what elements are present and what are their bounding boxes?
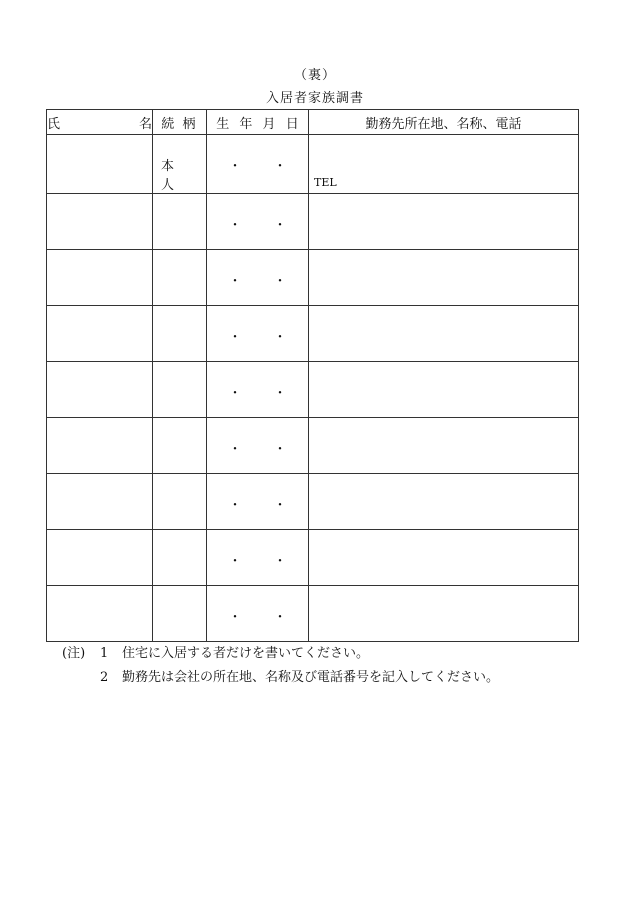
page-side-label: （裏） — [293, 68, 336, 83]
note-item — [62, 666, 499, 690]
name-cell[interactable] — [47, 530, 153, 586]
table-row — [47, 250, 579, 306]
date-separator: ・ — [228, 442, 242, 457]
birthdate-cell[interactable] — [207, 586, 309, 642]
table-row — [47, 474, 579, 530]
date-separator: ・ — [228, 218, 242, 233]
relation-cell[interactable] — [153, 250, 207, 306]
relation-cell[interactable] — [153, 362, 207, 418]
workplace-cell[interactable] — [309, 306, 579, 362]
note-item — [62, 642, 499, 666]
relation-cell[interactable] — [153, 306, 207, 362]
column-header-name — [47, 110, 153, 135]
date-separator: ・ — [273, 386, 287, 401]
notes-prefix: (注) — [62, 646, 86, 661]
name-cell[interactable] — [47, 250, 153, 306]
column-header-name-right: 名 — [138, 116, 152, 132]
workplace-cell[interactable] — [309, 586, 579, 642]
form-title: 入居者家族調書 — [265, 91, 364, 106]
column-header-name-left: 氏 — [47, 116, 61, 132]
note-number: 2 — [100, 670, 109, 685]
workplace-cell[interactable] — [309, 194, 579, 250]
relation-cell[interactable] — [153, 418, 207, 474]
name-cell[interactable] — [47, 474, 153, 530]
birthdate-cell[interactable] — [207, 530, 309, 586]
table-row — [47, 306, 579, 362]
date-separator: ・ — [273, 274, 287, 289]
family-table — [46, 109, 579, 642]
column-header-workplace: 勤務先所在地、名称、電話 — [309, 110, 579, 135]
birthdate-cell[interactable] — [207, 362, 309, 418]
date-separator: ・ — [273, 498, 287, 513]
table-row — [47, 586, 579, 642]
table-header-row — [47, 110, 579, 135]
workplace-cell[interactable] — [309, 250, 579, 306]
birthdate-cell[interactable] — [207, 250, 309, 306]
note-text: 住宅に入居する者だけを書いてください。 — [122, 646, 370, 661]
relation-cell[interactable] — [153, 474, 207, 530]
relation-cell[interactable] — [153, 530, 207, 586]
note-text: 勤務先は会社の所在地、名称及び電話番号を記入してください。 — [122, 670, 500, 685]
note-number: 1 — [100, 646, 109, 661]
birthdate-cell[interactable] — [207, 135, 309, 194]
table-row — [47, 194, 579, 250]
date-separator: ・ — [228, 554, 242, 569]
table-row — [47, 135, 579, 194]
date-separator: ・ — [273, 442, 287, 457]
column-header-relation: 続 柄 — [153, 110, 207, 135]
date-separator: ・ — [228, 386, 242, 401]
date-separator: ・ — [228, 330, 242, 345]
name-cell[interactable] — [47, 135, 153, 194]
date-separator: ・ — [228, 159, 242, 174]
tel-label: TEL — [314, 176, 337, 189]
date-separator: ・ — [273, 610, 287, 625]
name-cell[interactable] — [47, 306, 153, 362]
birthdate-cell[interactable] — [207, 194, 309, 250]
birthdate-cell[interactable] — [207, 418, 309, 474]
birthdate-cell[interactable] — [207, 474, 309, 530]
date-separator: ・ — [228, 498, 242, 513]
workplace-cell[interactable] — [309, 135, 579, 194]
notes-section — [62, 642, 499, 690]
date-separator: ・ — [273, 159, 287, 174]
date-separator: ・ — [273, 554, 287, 569]
relation-cell[interactable] — [153, 135, 207, 194]
name-cell[interactable] — [47, 418, 153, 474]
date-separator: ・ — [228, 274, 242, 289]
birthdate-cell[interactable] — [207, 306, 309, 362]
workplace-cell[interactable] — [309, 530, 579, 586]
name-cell[interactable] — [47, 194, 153, 250]
relation-cell[interactable] — [153, 194, 207, 250]
date-separator: ・ — [273, 330, 287, 345]
workplace-cell[interactable] — [309, 418, 579, 474]
column-header-birthdate: 生 年 月 日 — [207, 110, 309, 135]
name-cell[interactable] — [47, 586, 153, 642]
relation-self-label: 本 人 — [161, 159, 185, 193]
table-row — [47, 418, 579, 474]
table-row — [47, 362, 579, 418]
workplace-cell[interactable] — [309, 474, 579, 530]
table-row — [47, 530, 579, 586]
name-cell[interactable] — [47, 362, 153, 418]
relation-cell[interactable] — [153, 586, 207, 642]
date-separator: ・ — [228, 610, 242, 625]
date-separator: ・ — [273, 218, 287, 233]
workplace-cell[interactable] — [309, 362, 579, 418]
